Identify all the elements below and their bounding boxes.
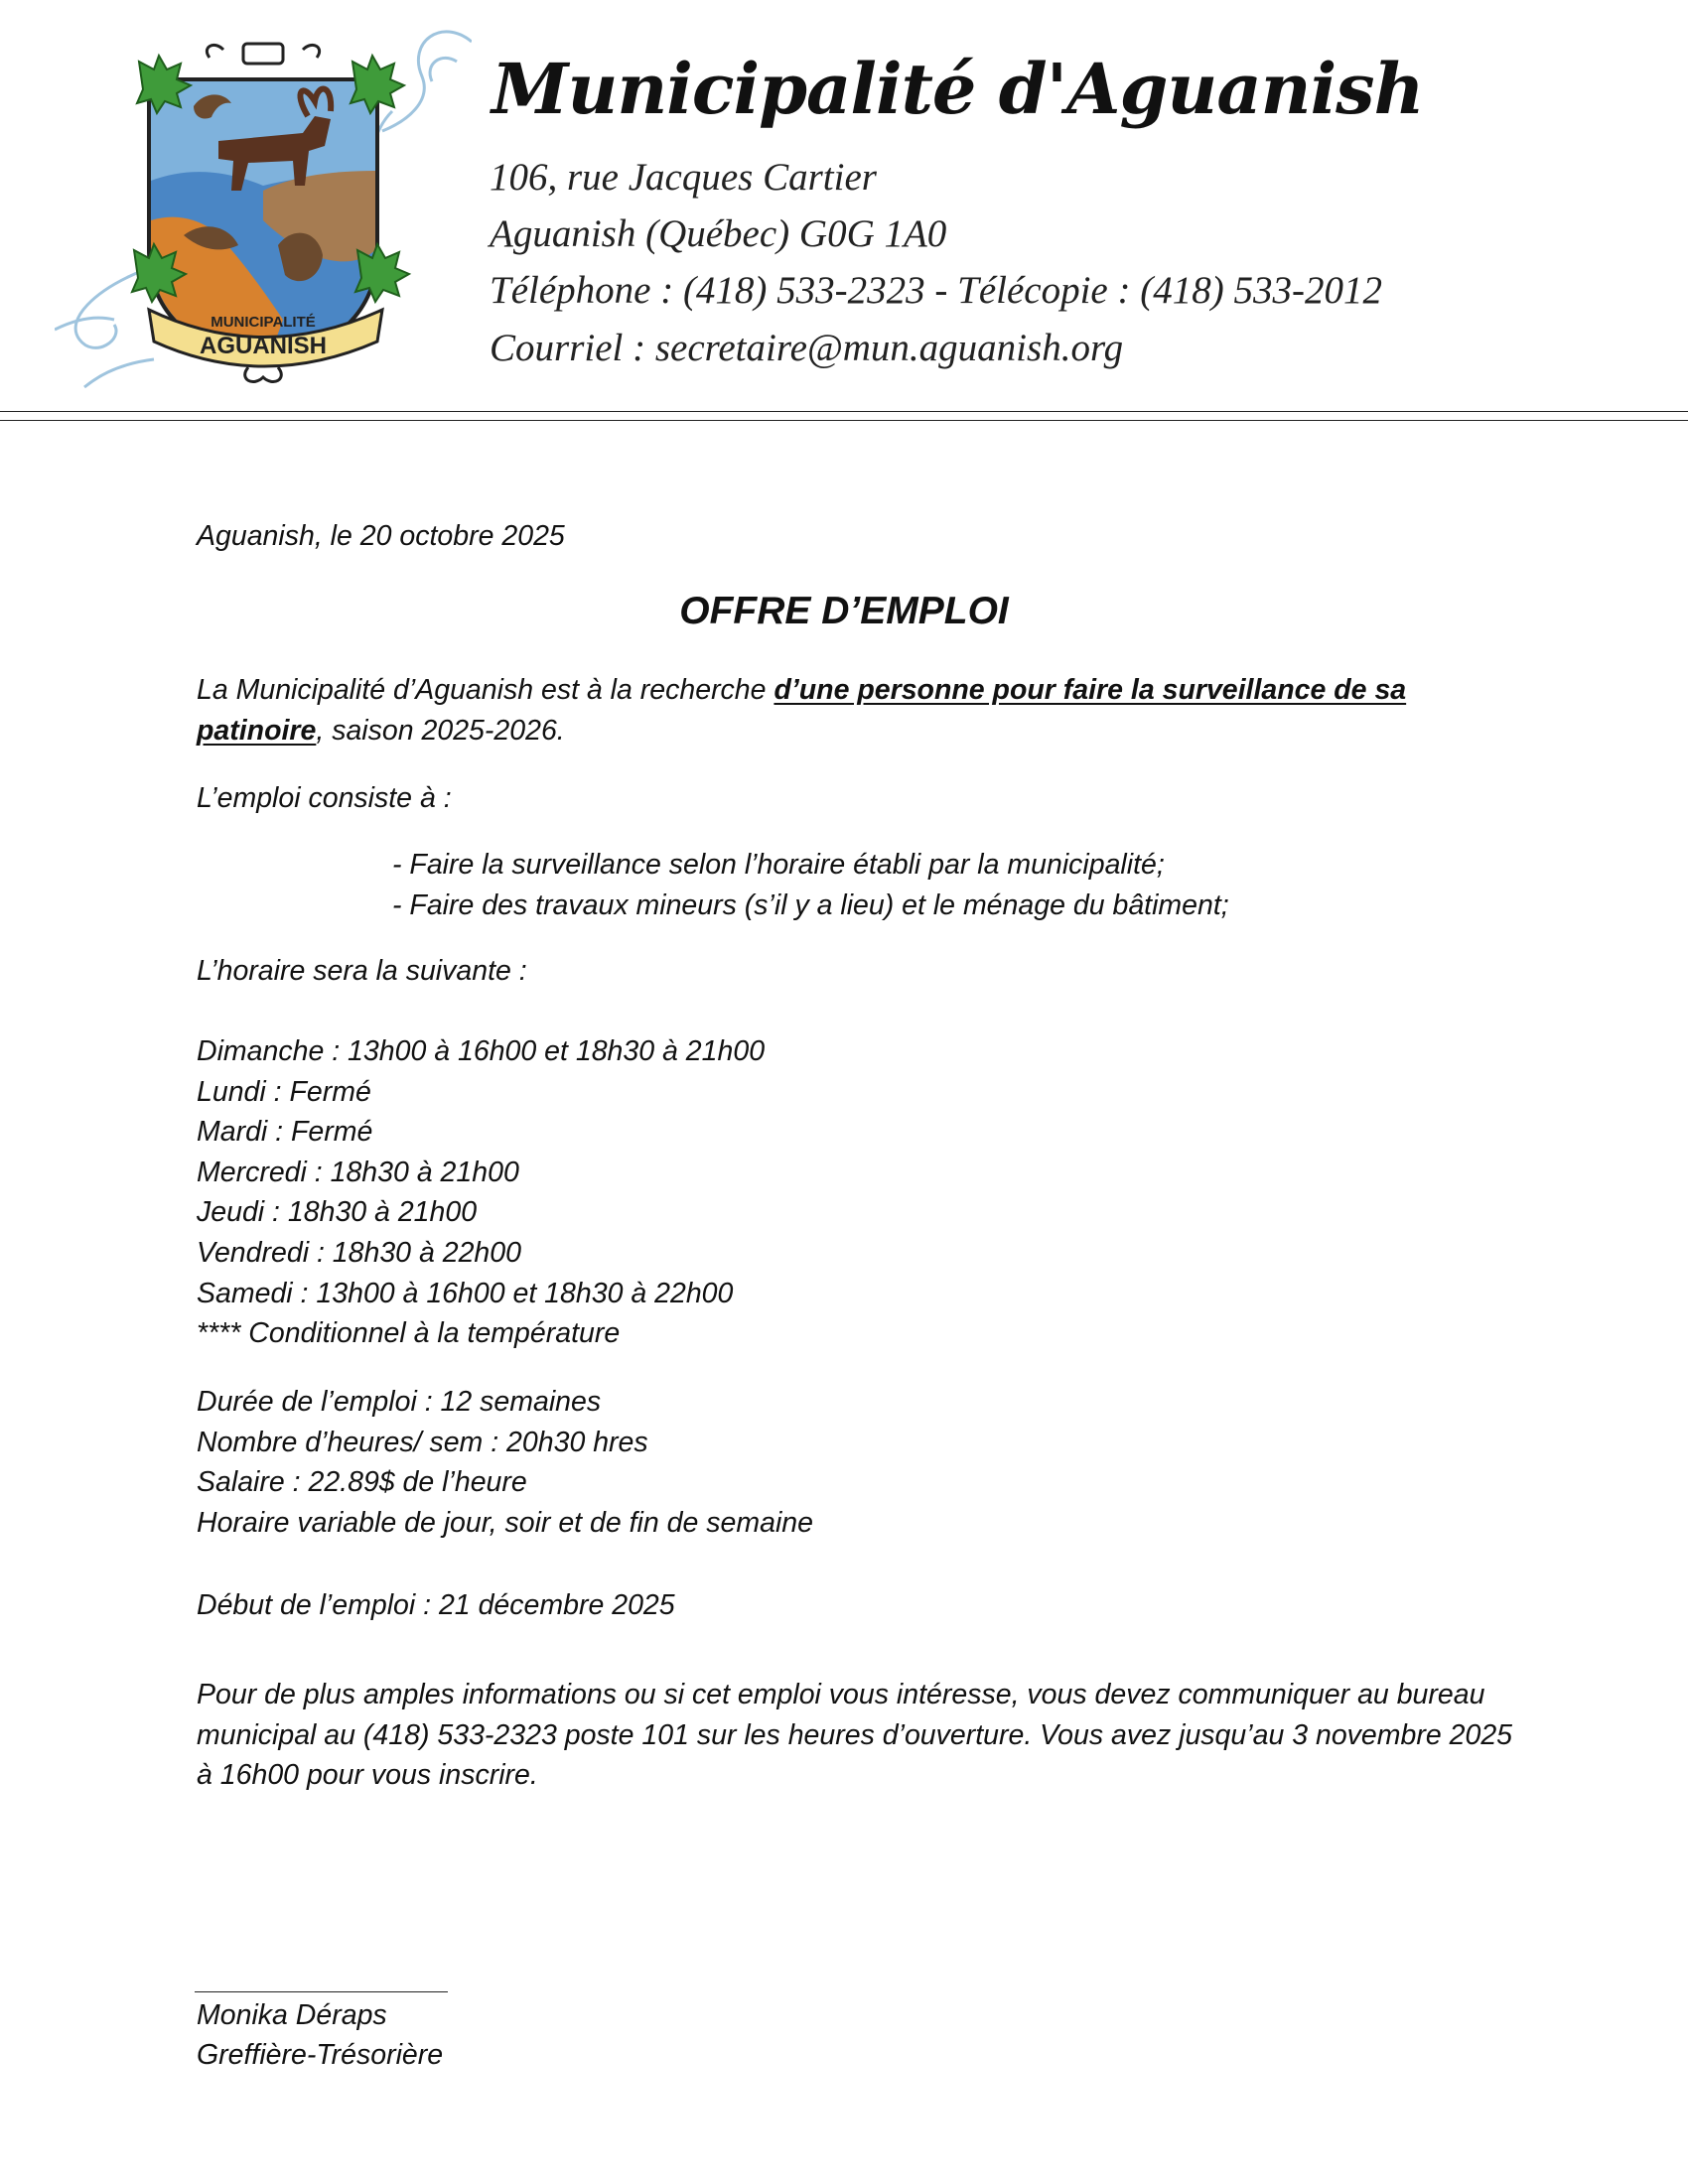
intro-emphasis: d’une personne pour faire la surveillance de sa patinoire — [197, 674, 1407, 747]
schedule-item: Dimanche : 13h00 à 16h00 et 18h30 à 21h00 — [197, 1035, 766, 1067]
crest-banner-text: MUNICIPALITÉ — [211, 314, 316, 331]
duty-item: - Faire des travaux mineurs (s’il y a lieu) et le ménage du bâtiment; — [392, 888, 1229, 921]
duty-item: - Faire la surveillance selon l’horaire établi par la municipalité; — [392, 849, 1165, 881]
intro-text-after: , saison 2025-2026. — [316, 714, 565, 747]
term-item: Salaire : 22.89$ de l’heure — [197, 1466, 527, 1499]
email: Courriel : secretaire@mun.aguanish.org — [490, 327, 1124, 369]
schedule-item: Mardi : Fermé — [197, 1116, 373, 1149]
municipal-crest-logo — [55, 22, 472, 389]
schedule-item: Vendredi : 18h30 à 22h00 — [197, 1236, 521, 1269]
address-city: Aguanish (Québec) G0G 1A0 — [490, 212, 947, 255]
schedule-list — [197, 1031, 765, 1354]
intro-text-before: La Municipalité d’Aguanish est à la recherche — [197, 674, 774, 706]
schedule-item: Jeudi : 18h30 à 21h00 — [197, 1196, 478, 1229]
term-item: Durée de l’emploi : 12 semaines — [197, 1386, 602, 1418]
crest-name-text: AGUANISH — [199, 333, 328, 359]
schedule-item: Samedi : 13h00 à 16h00 et 18h30 à 22h00 — [197, 1277, 734, 1309]
schedule-heading: L’horaire sera la suivante : — [197, 955, 527, 987]
duties-list — [392, 845, 1229, 925]
intro-paragraph — [197, 670, 1517, 751]
letter-date: Aguanish, le 20 octobre 2025 — [197, 520, 565, 552]
job-terms-list — [197, 1382, 813, 1543]
municipality-title: Municipalité d'Aguanish — [492, 48, 1424, 130]
term-item: Nombre d’heures/ sem : 20h30 hres — [197, 1426, 648, 1458]
term-item: Horaire variable de jour, soir et de fin de semaine — [197, 1506, 814, 1539]
signatory-name: Monika Déraps — [197, 1999, 387, 2031]
duties-heading: L’emploi consiste à : — [197, 782, 452, 814]
header-divider-top — [0, 411, 1688, 412]
start-date: Début de l’emploi : 21 décembre 2025 — [197, 1589, 675, 1621]
schedule-item: Lundi : Fermé — [197, 1075, 371, 1108]
signature-line — [195, 1991, 448, 1992]
schedule-note: **** Conditionnel à la température — [197, 1317, 621, 1350]
job-offer-title: OFFRE D’EMPLOI — [679, 590, 1009, 632]
address-street: 106, rue Jacques Cartier — [490, 156, 877, 199]
phone-fax: Téléphone : (418) 533-2323 - Télécopie : (418) 533-2012 — [490, 269, 1382, 312]
contact-paragraph: Pour de plus amples informations ou si cet emploi vous intéresse, vous devez communiquer au bureau municipal au (418) 533-2323 poste 101 sur les heures d’ouverture. Vous avez jusqu’au 3 novembre 2025 à 16h00 pour vous inscrire. — [197, 1679, 1513, 1792]
signatory-role: Greffière-Trésorière — [197, 2039, 444, 2071]
header-divider-bottom — [0, 420, 1688, 421]
schedule-item: Mercredi : 18h30 à 21h00 — [197, 1156, 519, 1188]
